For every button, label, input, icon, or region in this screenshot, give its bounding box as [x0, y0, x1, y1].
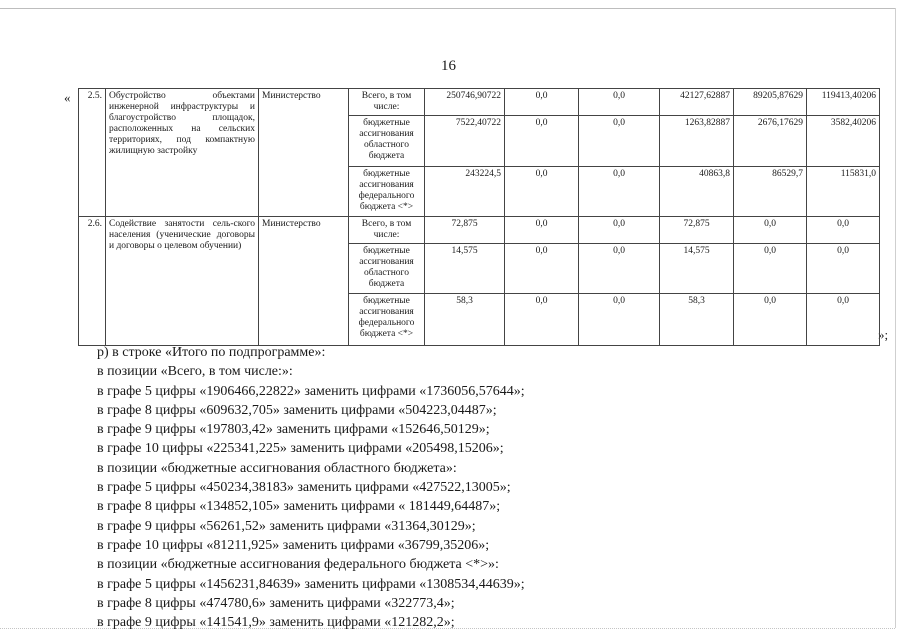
value-cell: 58,3 [660, 294, 734, 346]
row-number: 2.6. [79, 217, 106, 346]
value-cell: 14,575 [660, 244, 734, 294]
row-number: 2.5. [79, 89, 106, 217]
value-cell: 14,575 [425, 244, 505, 294]
value-cell: 0,0 [807, 294, 880, 346]
text-line: в графе 9 цифры «197803,42» заменить цифрами «152646,50129»; [97, 422, 490, 438]
executor: Министерство [259, 217, 349, 346]
funding-type: бюджетные ассигнования федерального бюджета <*> [349, 167, 425, 217]
text-line: в графе 5 цифры «450234,38183» заменить цифрами «427522,13005»; [97, 480, 511, 496]
funding-type: Всего, в том числе: [349, 89, 425, 116]
value-cell: 72,875 [660, 217, 734, 244]
value-cell: 2676,17629 [734, 116, 807, 167]
amendment-text [97, 343, 877, 632]
funding-type: Всего, в том числе: [349, 217, 425, 244]
budget-table [78, 88, 880, 346]
value-cell: 0,0 [505, 167, 579, 217]
value-cell: 0,0 [579, 244, 660, 294]
value-cell: 0,0 [807, 217, 880, 244]
text-line: в графе 8 цифры «474780,6» заменить цифрами «322773,4»; [97, 595, 455, 611]
closing-quote: »; [878, 327, 889, 342]
section-heading: р) в строке «Итого по подпрограмме»: [97, 345, 326, 360]
value-cell: 0,0 [505, 116, 579, 167]
activity-name: Обустройство объектами инженерной инфраструктуры и благоустройство площадок, расположенных на сельских территориях, под компактную жилищную застройку [106, 89, 259, 217]
text-line: в графе 5 цифры «1906466,22822» заменить цифрами «1736056,57644»; [97, 383, 525, 399]
text-line: в позиции «бюджетные ассигнования федерального бюджета <*>»: [97, 557, 499, 573]
funding-type: бюджетные ассигнования федерального бюджета <*> [349, 294, 425, 346]
value-cell: 0,0 [579, 89, 660, 116]
value-cell: 119413,40206 [807, 89, 880, 116]
value-cell: 1263,82887 [660, 116, 734, 167]
page-number: 16 [441, 58, 456, 74]
text-line: в графе 9 цифры «141541,9» заменить цифрами «121282,2»; [97, 615, 455, 631]
value-cell: 0,0 [505, 244, 579, 294]
page-border-right [895, 8, 896, 628]
value-cell: 243224,5 [425, 167, 505, 217]
text-line: в графе 10 цифры «225341,225» заменить цифрами «205498,15206»; [97, 441, 504, 457]
activity-name: Содействие занятости сель-ского населения (ученические договоры и договоры о целевом обучении) [106, 217, 259, 346]
value-cell: 0,0 [505, 89, 579, 116]
executor: Министерство [259, 89, 349, 217]
value-cell: 0,0 [734, 244, 807, 294]
value-cell: 86529,7 [734, 167, 807, 217]
table-row [79, 89, 880, 116]
value-cell: 0,0 [579, 116, 660, 167]
value-cell: 58,3 [425, 294, 505, 346]
funding-type: бюджетные ассигнования областного бюджета [349, 244, 425, 294]
value-cell: 0,0 [579, 167, 660, 217]
value-cell: 7522,40722 [425, 116, 505, 167]
value-cell: 250746,90722 [425, 89, 505, 116]
value-cell: 0,0 [505, 294, 579, 346]
value-cell: 0,0 [734, 217, 807, 244]
value-cell: 0,0 [505, 217, 579, 244]
value-cell: 0,0 [579, 294, 660, 346]
value-cell: 40863,8 [660, 167, 734, 217]
text-line: в графе 5 цифры «1456231,84639» заменить цифрами «1308534,44639»; [97, 576, 525, 592]
value-cell: 115831,0 [807, 167, 880, 217]
value-cell: 89205,87629 [734, 89, 807, 116]
value-cell: 0,0 [734, 294, 807, 346]
table-row [79, 217, 880, 244]
text-line: в графе 10 цифры «81211,925» заменить цифрами «36799,35206»; [97, 537, 490, 553]
funding-type: бюджетные ассигнования областного бюджета [349, 116, 425, 167]
value-cell: 42127,62887 [660, 89, 734, 116]
page-border-top [0, 8, 895, 9]
text-line: в графе 8 цифры «609632,705» заменить цифрами «504223,04487»; [97, 402, 497, 418]
value-cell: 3582,40206 [807, 116, 880, 167]
value-cell: 0,0 [807, 244, 880, 294]
text-line: в графе 8 цифры «134852,105» заменить цифрами « 181449,64487»; [97, 499, 501, 515]
opening-quote: « [64, 90, 71, 105]
text-line: в графе 9 цифры «56261,52» заменить цифрами «31364,30129»; [97, 518, 476, 534]
value-cell: 0,0 [579, 217, 660, 244]
text-line: в позиции «Всего, в том числе:»: [97, 364, 293, 380]
value-cell: 72,875 [425, 217, 505, 244]
text-line: в позиции «бюджетные ассигнования областного бюджета»: [97, 460, 457, 476]
